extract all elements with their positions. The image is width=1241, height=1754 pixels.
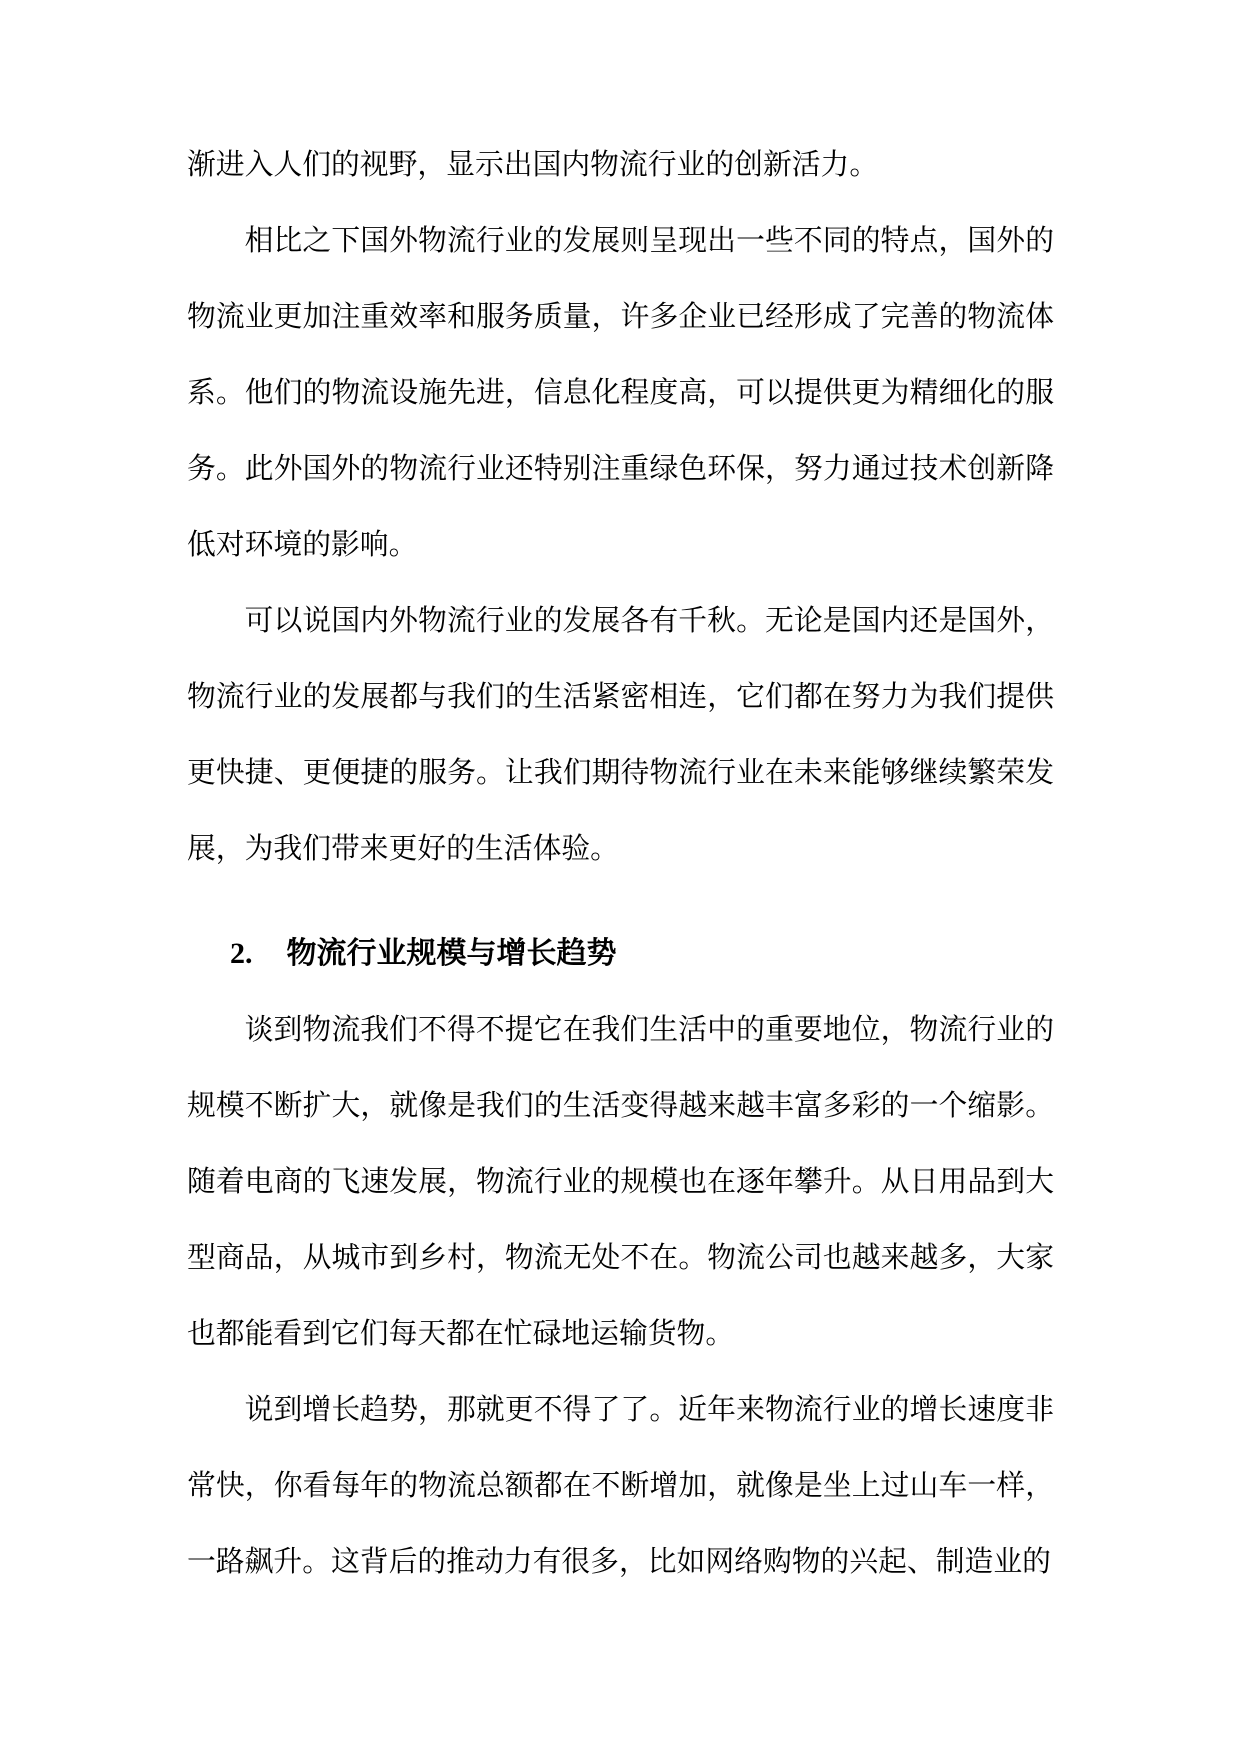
paragraph-domestic-innovation-tail: 渐进入人们的视野，显示出国内物流行业的创新活力。: [187, 149, 879, 181]
section-heading-title: 物流行业规模与增长趋势: [286, 937, 617, 970]
paragraph-growth-trend: 说到增长趋势，那就更不得了了。近年来物流行业的增长速度非常快，你看每年的物流总额都在不断增加，就像是坐上过山车一样，一路飙升。这背后的推动力有很多，比如网络购物的兴起、制造业的: [187, 1394, 1054, 1578]
paragraph-domestic-foreign-summary: 可以说国内外物流行业的发展各有千秋。无论是国内还是国外，物流行业的发展都与我们的生活紧密相连，它们都在努力为我们提供更快捷、更便捷的服务。让我们期待物流行业在未来能够继续繁荣发展，为我们带来更好的生活体验。: [187, 605, 1054, 865]
section-heading-number: 2.: [230, 937, 253, 970]
section-heading-scale-growth: [187, 916, 1054, 992]
paragraph-foreign-logistics: 相比之下国外物流行业的发展则呈现出一些不同的特点，国外的物流业更加注重效率和服务质量，许多企业已经形成了完善的物流体系。他们的物流设施先进，信息化程度高，可以提供更为精细化的服务。此外国外的物流行业还特别注重绿色环保，努力通过技术创新降低对环境的影响。: [187, 225, 1054, 561]
paragraph-industry-scale: 谈到物流我们不得不提它在我们生活中的重要地位，物流行业的规模不断扩大，就像是我们的生活变得越来越丰富多彩的一个缩影。随着电商的飞速发展，物流行业的规模也在逐年攀升。从日用品到大型商品，从城市到乡村，物流无处不在。物流公司也越来越多，大家也都能看到它们每天都在忙碌地运输货物。: [187, 1014, 1054, 1350]
